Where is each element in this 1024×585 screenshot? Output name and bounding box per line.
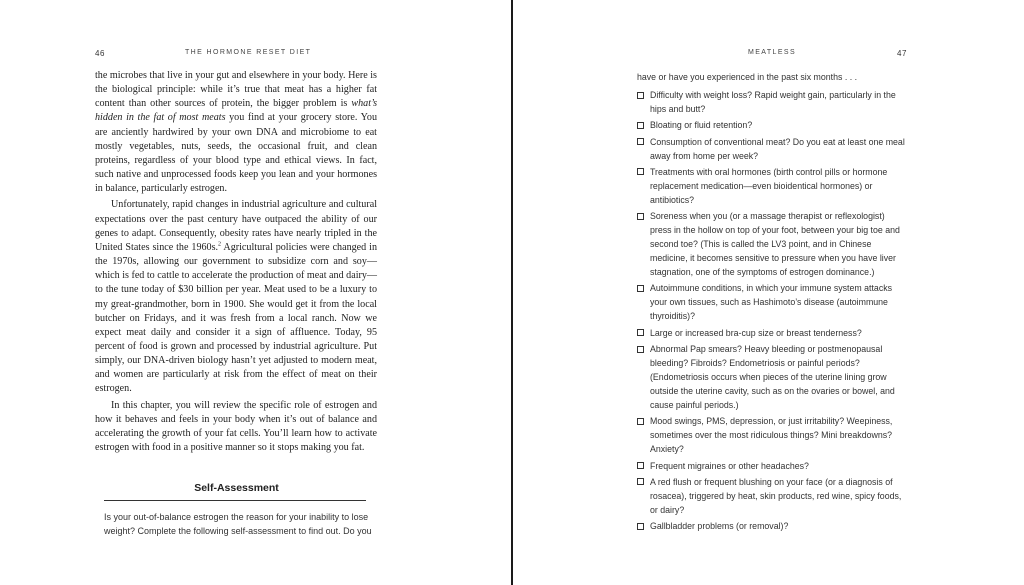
checklist-item[interactable]: [637, 88, 907, 116]
right-page-number: 47: [897, 49, 907, 58]
book-spine: [511, 0, 513, 585]
checkbox-icon[interactable]: [637, 418, 644, 425]
checklist-item[interactable]: [637, 165, 907, 207]
checkbox-icon[interactable]: [637, 523, 644, 530]
checklist-item-text: Difficulty with weight loss? Rapid weight gain, particularly in the hips and butt?: [650, 90, 896, 114]
checklist-item-text: Consumption of conventional meat? Do you eat at least one meal away from home per week?: [650, 136, 905, 161]
self-assessment-divider: [104, 500, 366, 501]
checklist-item[interactable]: [637, 475, 907, 517]
left-page-number: 46: [95, 49, 105, 58]
symptom-checklist: [637, 88, 907, 536]
paragraph-1-part-2: you find at your grocery store. You are anciently hardwired by your own DNA and microbiome to eat mostly vegetables, nuts, seeds, the occasional fruit, and clean proteins, regardless of your blood type and ethical views. In fact, such native and unprocessed foods keep you lean and your hormones in balance, particularly estrogen.: [95, 112, 377, 195]
checklist-item[interactable]: [637, 342, 907, 412]
left-running-head: THE HORMONE RESET DIET: [185, 49, 312, 56]
checklist-item-text: Soreness when you (or a massage therapist or reflexologist) press in the hollow on top of your foot, between your big toe and second toe? (This is called the LV3 point, and in Chinese medicine, it becomes sensitive to pressure when you have liver stagnation, one of the symptoms of estrogen dominance.): [650, 211, 900, 278]
checkbox-icon[interactable]: [637, 285, 644, 292]
footnote-ref: 2: [218, 241, 222, 248]
checklist-item[interactable]: [637, 209, 907, 279]
checkbox-icon[interactable]: [637, 92, 644, 99]
checklist-item-text: Treatments with oral hormones (birth control pills or hormone replacement medication—even bioidentical hormones) or antibiotics?: [650, 166, 888, 205]
checkbox-icon[interactable]: [637, 478, 644, 485]
self-assessment-intro: Is your out-of-balance estrogen the reason for your inability to lose weight? Complete the following self-assessment to find out. Do you: [104, 512, 372, 536]
paragraph-1: [95, 69, 377, 196]
checklist-item[interactable]: [637, 459, 907, 473]
right-running-head: MEATLESS: [748, 49, 797, 56]
checklist-intro: have or have you experienced in the past six months . . .: [637, 72, 858, 82]
paragraph-1-emphasis: what’s hidden in the fat of most meats: [95, 98, 377, 124]
checklist-item-text: Bloating or fluid retention?: [650, 120, 753, 131]
checklist-item[interactable]: [637, 326, 907, 340]
checkbox-icon[interactable]: [637, 213, 644, 220]
checklist-item-text: Frequent migraines or other headaches?: [650, 460, 809, 471]
paragraph-1-part-1: the microbes that live in your gut and elsewhere in your body. Here is the biological principle: while it’s true that meat has a higher fat content than other sources of protein, the bigger problem is: [95, 70, 377, 110]
checklist-item-text: Large or increased bra-cup size or breast tenderness?: [650, 327, 862, 338]
checklist-item[interactable]: [637, 519, 907, 533]
paragraph-2-part-2: Agricultural policies were changed in the 1970s, allowing our government to subsidize corn and soy—which is fed to cattle to accelerate the production of meat and dairy—to the tune today of $30 billion per year. Meat used to be a luxury to my great-grandmother, born in 1900. She would get it from the local butcher on Fridays, and it was fresh from a local ranch. Now we expect meat daily and consider it a sign of affluence. Today, 95 percent of food is grown and processed by industrial agriculture. Put simply, our DNA-driven biology hasn’t yet adjusted to modern meat, and women are particularly at risk from the effect of meat on their estrogen.: [95, 241, 377, 395]
checklist-item-text: A red flush or frequent blushing on your face (or a diagnosis of rosacea), triggered by heat, skin products, red wine, spicy foods, or dairy?: [650, 476, 902, 515]
checkbox-icon[interactable]: [637, 462, 644, 469]
checklist-item-text: Mood swings, PMS, depression, or just irritability? Weepiness, sometimes over the most ridiculous things? Mini breakdowns? Anxiety?: [650, 416, 893, 455]
checklist-item-text: Gallbladder problems (or removal)?: [650, 521, 789, 532]
self-assessment-title: Self-Assessment: [194, 482, 279, 494]
checklist-item[interactable]: [637, 135, 907, 163]
checkbox-icon[interactable]: [637, 138, 644, 145]
checkbox-icon[interactable]: [637, 346, 644, 353]
checklist-item[interactable]: [637, 414, 907, 456]
checkbox-icon[interactable]: [637, 122, 644, 129]
checklist-item[interactable]: [637, 118, 907, 132]
paragraph-3: In this chapter, you will review the specific role of estrogen and how it behaves and feels in your body when it’s out of balance and accelerating the growth of your fat cells. You’ll learn how to activate estrogen with food in a positive manner so it stops making you fat.: [95, 399, 377, 454]
paragraph-2: [95, 198, 377, 396]
left-body-text: [95, 69, 377, 457]
checklist-item-text: Abnormal Pap smears? Heavy bleeding or postmenopausal bleeding? Fibroids? Endometriosis or painful periods? (Endometriosis occurs when pieces of the uterine lining grow outside the uterine cavity, such as on the ovaries or bowel, and cause painful periods.): [650, 344, 895, 411]
paragraph-2-part-1: Unfortunately, rapid changes in industrial agriculture and cultural expectations over the past century have outpaced the ability of our genes to adapt. Consequently, obesity rates have nearly tripled in the United States since the 1960s.: [95, 199, 377, 253]
checklist-item[interactable]: [637, 281, 907, 323]
checkbox-icon[interactable]: [637, 329, 644, 336]
checkbox-icon[interactable]: [637, 168, 644, 175]
checklist-item-text: Autoimmune conditions, in which your immune system attacks your own tissues, such as Hashimoto’s disease (autoimmune thyroiditis)?: [650, 283, 893, 322]
